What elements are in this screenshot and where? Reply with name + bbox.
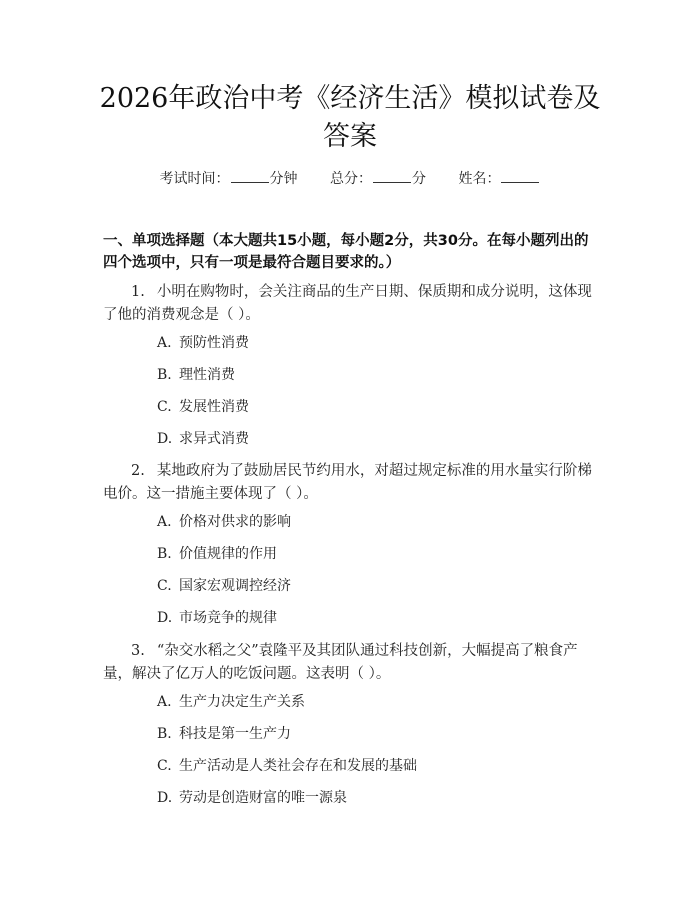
option-letter: A.	[157, 694, 172, 710]
option-letter: A.	[157, 514, 172, 530]
option-letter: C.	[157, 578, 172, 594]
question-3-option-c[interactable]	[157, 756, 417, 776]
option-text: 科技是第一生产力	[179, 726, 291, 742]
total-score-label: 总分：	[330, 171, 372, 187]
question-1-stem	[103, 281, 600, 327]
question-1-option-c[interactable]	[157, 397, 249, 417]
question-1-option-b[interactable]	[157, 365, 235, 385]
option-letter: A.	[157, 335, 172, 351]
option-letter: B.	[157, 546, 172, 562]
question-2-stem	[103, 460, 600, 506]
question-2-option-c[interactable]	[157, 576, 291, 596]
question-number: 1.	[131, 284, 145, 300]
option-text: 市场竞争的规律	[179, 610, 277, 626]
exam-time-label: 考试时间：	[159, 171, 230, 187]
option-letter: B.	[157, 726, 172, 742]
section-heading-single-choice: 一、单项选择题（本大题共15小题，每小题2分，共30分。在每小题列出的四个选项中，只有一项是最符合题目要求的。）	[103, 233, 589, 271]
student-name-blank[interactable]	[501, 170, 539, 183]
option-letter: B.	[157, 367, 172, 383]
option-text: 国家宏观调控经济	[179, 578, 291, 594]
exam-time-blank[interactable]	[231, 170, 269, 183]
exam-meta-line	[0, 168, 700, 188]
question-text: “杂交水稻之父”袁隆平及其团队通过科技创新，大幅提高了粮食产量，解决了亿万人的吃饭问题。这表明（ ）。	[103, 643, 578, 682]
exam-title: 2026年政治中考《经济生活》模拟试卷及答案	[99, 83, 601, 152]
option-text: 生产活动是人类社会存在和发展的基础	[179, 758, 417, 774]
question-3-option-a[interactable]	[157, 692, 305, 712]
option-text: 生产力决定生产关系	[179, 694, 305, 710]
question-2-option-b[interactable]	[157, 544, 277, 564]
question-number: 2.	[131, 463, 145, 479]
option-letter: C.	[157, 758, 172, 774]
question-2-option-a[interactable]	[157, 512, 291, 532]
option-text: 求异式消费	[179, 431, 249, 447]
exam-time-unit: 分钟	[269, 171, 298, 187]
option-letter: D.	[157, 610, 173, 626]
question-3-stem	[103, 640, 600, 686]
question-text: 小明在购物时，会关注商品的生产日期、保质期和成分说明，这体现了他的消费观念是（ ）。	[103, 284, 592, 323]
question-2-option-d[interactable]	[157, 608, 277, 628]
question-text: 某地政府为了鼓励居民节约用水，对超过规定标准的用水量实行阶梯电价。这一措施主要体现了（ ）。	[103, 463, 592, 502]
option-text: 劳动是创造财富的唯一源泉	[179, 790, 347, 806]
exam-time-field	[160, 171, 302, 187]
total-score-field	[330, 171, 430, 187]
question-1-option-d[interactable]	[157, 429, 249, 449]
option-text: 价格对供求的影响	[179, 514, 291, 530]
student-name-field	[458, 171, 540, 187]
question-1-option-a[interactable]	[157, 333, 249, 353]
option-text: 发展性消费	[179, 399, 249, 415]
option-letter: C.	[157, 399, 172, 415]
option-text: 预防性消费	[179, 335, 249, 351]
option-letter: D.	[157, 431, 173, 447]
total-score-unit: 分	[412, 171, 426, 187]
student-name-label: 姓名：	[458, 171, 501, 187]
option-letter: D.	[157, 790, 173, 806]
question-number: 3.	[131, 643, 145, 659]
option-text: 价值规律的作用	[179, 546, 277, 562]
question-3-option-d[interactable]	[157, 788, 347, 808]
question-3-option-b[interactable]	[157, 724, 291, 744]
total-score-blank[interactable]	[373, 170, 411, 183]
option-text: 理性消费	[179, 367, 235, 383]
